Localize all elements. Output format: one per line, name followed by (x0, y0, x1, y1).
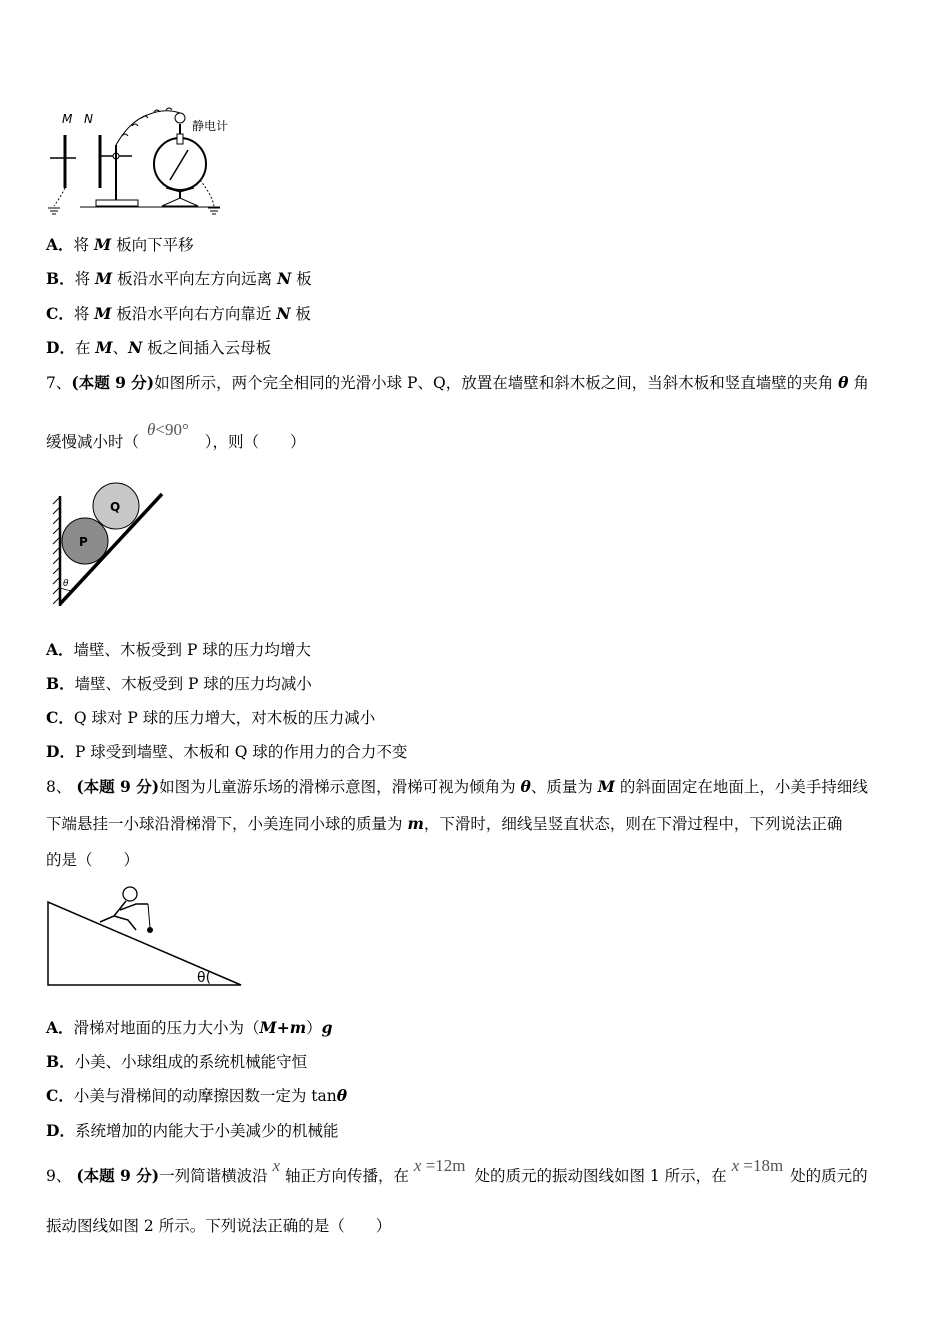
q8-option-c: C．小美与滑梯间的动摩擦因数一定为 tanθ (46, 1086, 348, 1105)
ball-q-label: Q (110, 500, 121, 514)
electrometer-figure (40, 100, 240, 220)
q7-stem-line2: 缓慢减小时（θ<90°），则（ ） (46, 420, 306, 451)
q8-stem-line3: 的是（ ） (46, 851, 140, 869)
q9-stem-line2: 振动图线如图 2 所示。下列说法正确的是（ ） (46, 1217, 392, 1235)
q7-option-d: D．P 球受到墙壁、木板和 Q 球的作用力的合力不变 (46, 742, 408, 761)
slide-angle-label: θ( (197, 970, 212, 986)
q8-stem-line1: 8、 (本题 9 分)如图为儿童游乐场的滑梯示意图，滑梯可视为倾角为 θ、质量为 M 的斜面固定在地面上，小美手持细线 (46, 777, 868, 796)
person-body (100, 901, 148, 930)
q9-position-1: x =12m (413, 1156, 466, 1175)
q7-option-a: A．墙壁、木板受到 P 球的压力均增大 (46, 640, 311, 659)
q7-stem-line1: 7、(本题 9 分)如图所示，两个完全相同的光滑小球 P、Q，放置在墙壁和斜木板之间，当斜木板和竖直墙壁的夹角 θ 角 (46, 373, 869, 392)
label-n: N (84, 112, 93, 126)
q7-option-b: B．墙壁、木板受到 P 球的压力均减小 (46, 674, 312, 693)
label-electrometer: 静电计 (192, 119, 229, 133)
balls-wall-figure (50, 478, 180, 608)
small-ball (147, 927, 153, 933)
slide-figure (44, 882, 244, 987)
person-head (123, 887, 137, 901)
ball-p-label: P (79, 535, 88, 549)
q8-option-d: D．系统增加的内能大于小美减少的机械能 (46, 1121, 339, 1140)
q7-option-c: C．Q 球对 P 球的压力增大，对木板的压力减小 (46, 708, 376, 727)
q7-condition: θ<90° (147, 420, 189, 439)
angle-theta-label: θ (63, 579, 69, 589)
q6-option-c: C．将 M 板沿水平向右方向靠近 N 板 (46, 304, 311, 323)
q9-position-2: x =18m (731, 1156, 784, 1175)
label-m: M (62, 112, 73, 126)
q8-option-a: A．滑梯对地面的压力大小为（M+m）g (46, 1018, 333, 1037)
slide-incline (48, 902, 241, 985)
q6-option-b: B．将 M 板沿水平向左方向远离 N 板 (46, 269, 312, 288)
q6-option-d: D．在 M、N 板之间插入云母板 (46, 338, 272, 357)
q6-option-a: A．将 M 板向下平移 (46, 235, 194, 254)
q9-stem-line1: 9、 (本题 9 分)一列简谐横波沿 x 轴正方向传播，在 x =12m 处的质元的振动图线如图 1 所示，在 x =18m 处的质元的 (46, 1156, 868, 1185)
string (148, 904, 150, 928)
q8-stem-line2: 下端悬挂一小球沿滑梯滑下，小美连同小球的质量为 m，下滑时，细线呈竖直状态，则在下滑过程中，下列说法正确 (46, 814, 843, 833)
q8-option-b: B．小美、小球组成的系统机械能守恒 (46, 1052, 308, 1071)
